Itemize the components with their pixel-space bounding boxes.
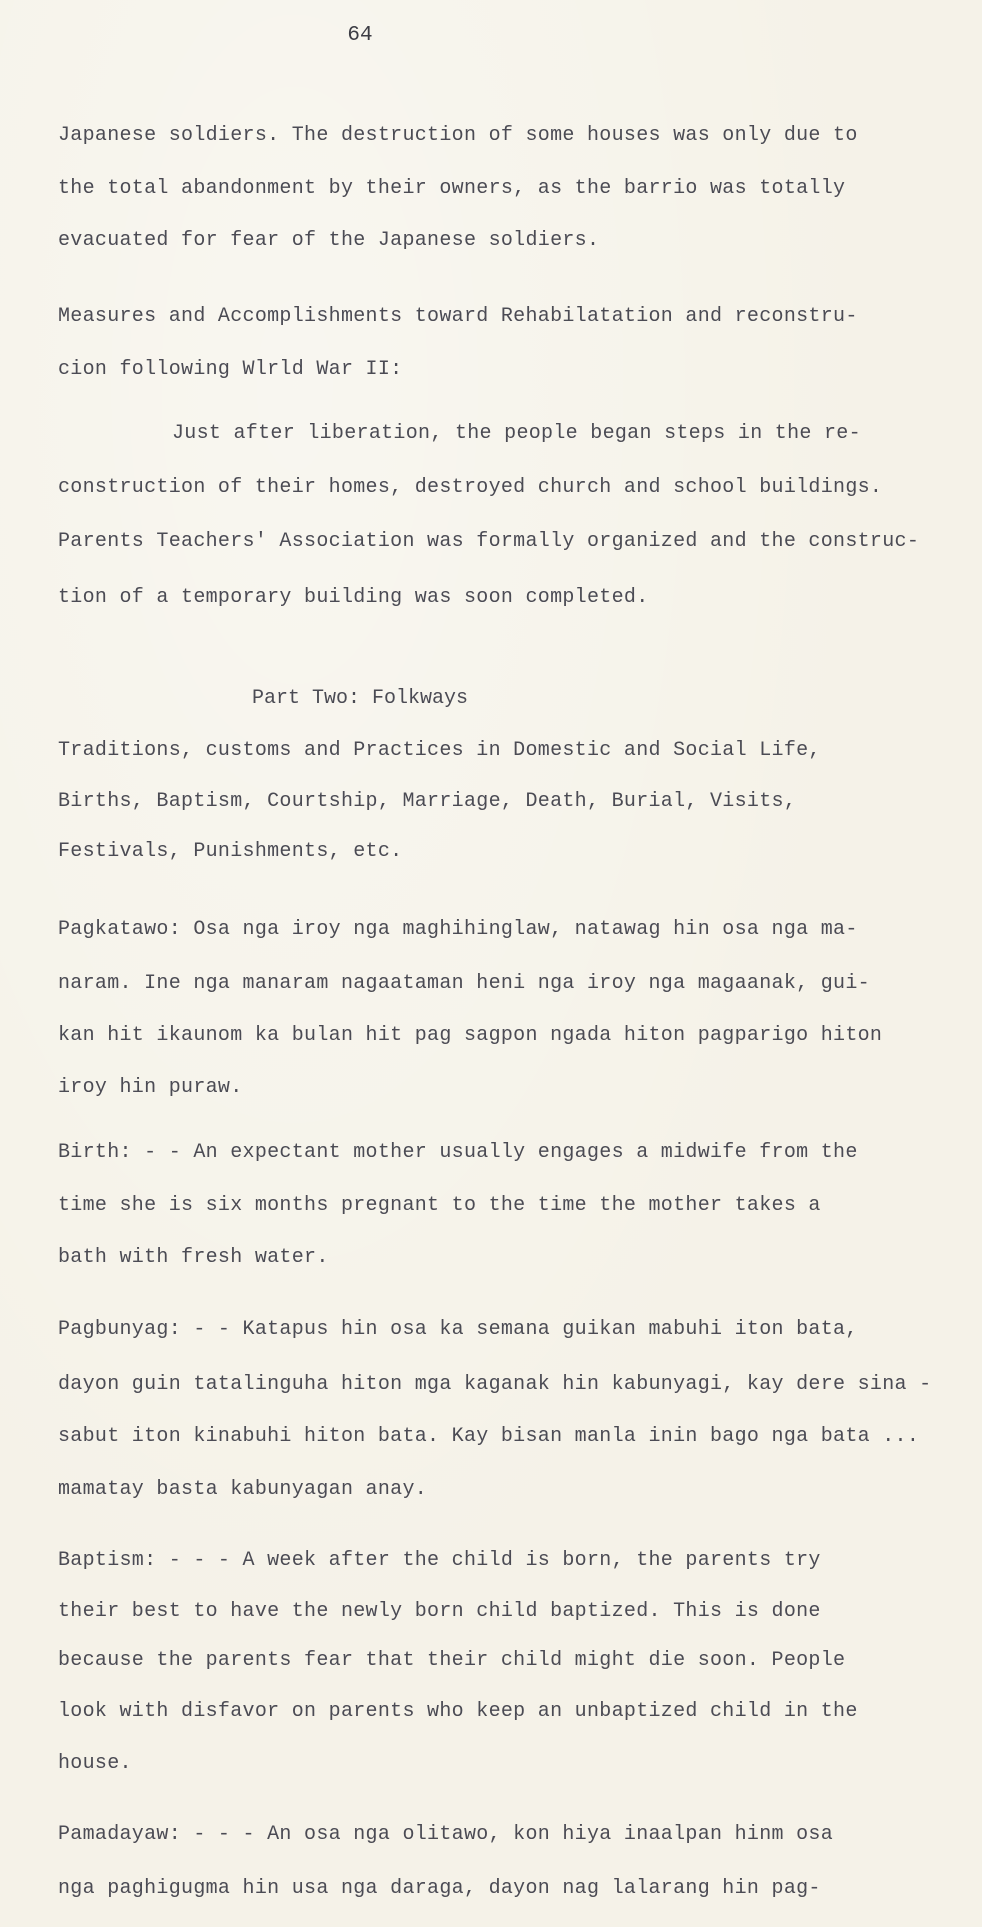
text-line: Festivals, Punishments, etc. — [58, 840, 403, 863]
text-line: nga paghigugma hin usa nga daraga, dayon nag lalarang hin pag- — [58, 1877, 821, 1900]
section-heading-line: cion following Wlrld War II: — [58, 358, 403, 381]
text-line: Japanese soldiers. The destruction of some houses was only due to — [58, 124, 858, 147]
text-line: Traditions, customs and Practices in Domestic and Social Life, — [58, 739, 821, 762]
part-title: Part Two: Folkways — [251, 687, 469, 710]
text-line: kan hit ikaunom ka bulan hit pag sagpon ngada hiton pagparigo hiton — [58, 1024, 883, 1047]
text-line: naram. Ine nga manaram nagaataman heni nga iroy nga magaanak, gui- — [58, 972, 870, 995]
text-line: house. — [58, 1752, 132, 1775]
page-number: 64 — [347, 24, 373, 47]
text-line: Pamadayaw: - - - An osa nga olitawo, kon hiya inaalpan hinm osa — [58, 1823, 834, 1846]
text-line: because the parents fear that their child might die soon. People — [58, 1649, 846, 1672]
section-heading-line: Measures and Accomplishments toward Rehabilatation and reconstru- — [58, 305, 858, 328]
text-line: the total abandonment by their owners, as the barrio was totally — [58, 177, 846, 200]
text-line: mamatay basta kabunyagan anay. — [58, 1478, 428, 1501]
text-line: construction of their homes, destroyed church and school buildings. — [58, 476, 883, 499]
text-line: Birth: - - An expectant mother usually engages a midwife from the — [58, 1141, 858, 1164]
text-line: their best to have the newly born child baptized. This is done — [58, 1600, 821, 1623]
text-line: tion of a temporary building was soon completed. — [58, 586, 649, 609]
text-line: evacuated for fear of the Japanese soldiers. — [58, 229, 600, 252]
text-line: Baptism: - - - A week after the child is born, the parents try — [58, 1549, 821, 1572]
text-line: Pagbunyag: - - Katapus hin osa ka semana guikan mabuhi iton bata, — [58, 1318, 858, 1341]
text-line: Parents Teachers' Association was formally organized and the construc- — [58, 530, 920, 553]
text-line: Just after liberation, the people began steps in the re- — [172, 422, 861, 445]
text-line: iroy hin puraw. — [58, 1076, 243, 1099]
text-line: dayon guin tatalinguha hiton mga kaganak hin kabunyagi, kay dere sina - — [58, 1373, 932, 1396]
text-line: Births, Baptism, Courtship, Marriage, Death, Burial, Visits, — [58, 790, 797, 813]
text-line: time she is six months pregnant to the time the mother takes a — [58, 1194, 821, 1217]
text-line: bath with fresh water. — [58, 1246, 329, 1269]
text-line: look with disfavor on parents who keep an unbaptized child in the — [58, 1700, 858, 1723]
text-line: sabut iton kinabuhi hiton bata. Kay bisan manla inin bago nga bata ... — [58, 1425, 920, 1448]
text-line: Pagkatawo: Osa nga iroy nga maghihinglaw, natawag hin osa nga ma- — [58, 918, 858, 941]
